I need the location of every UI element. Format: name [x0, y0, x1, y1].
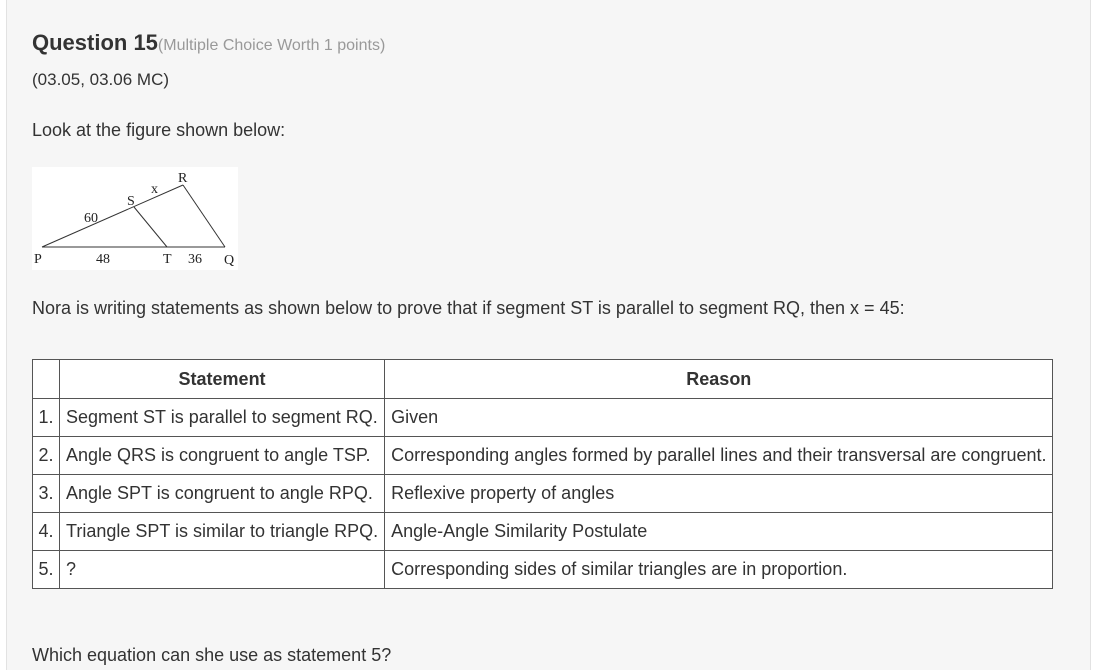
row-reason: Given: [385, 399, 1053, 437]
label-s: S: [127, 194, 135, 209]
row-statement: Angle QRS is congruent to angle TSP.: [60, 437, 385, 475]
row-number: 1.: [33, 399, 60, 437]
question-meta: (Multiple Choice Worth 1 points): [157, 37, 386, 54]
label-r: R: [178, 171, 188, 186]
triangle-figure: [32, 167, 238, 270]
label-q: Q: [224, 253, 235, 268]
row-number: 3.: [33, 475, 60, 513]
segment-pr: [42, 185, 183, 247]
table-row: [33, 513, 1053, 551]
header-statement: Statement: [60, 360, 385, 399]
table-row: [33, 437, 1053, 475]
row-reason: Corresponding angles formed by parallel lines and their transversal are congruent.: [385, 437, 1053, 475]
prompt-text: Look at the figure shown below:: [32, 120, 286, 140]
question-title: Question 15: [32, 30, 158, 55]
row-reason: Corresponding sides of similar triangles are in proportion.: [385, 551, 1053, 589]
row-reason: Reflexive property of angles: [385, 475, 1053, 513]
label-p: P: [34, 252, 42, 267]
description-text: Nora is writing statements as shown below to prove that if segment ST is parallel to segment RQ, then x = 45:: [32, 298, 905, 318]
header-number-cell: [33, 360, 60, 399]
question-header: [32, 30, 385, 56]
triangle-diagram: [32, 167, 238, 270]
table-row: [33, 399, 1053, 437]
label-pt-length: 48: [96, 252, 110, 267]
header-reason: Reason: [385, 360, 1053, 399]
row-statement: Angle SPT is congruent to angle RPQ.: [60, 475, 385, 513]
row-number: 2.: [33, 437, 60, 475]
row-reason: Angle-Angle Similarity Postulate: [385, 513, 1053, 551]
label-tq-length: 36: [188, 252, 202, 267]
label-ps-length: 60: [84, 211, 98, 226]
table-row: [33, 551, 1053, 589]
label-t: T: [163, 252, 172, 267]
segment-rq: [183, 185, 225, 247]
segment-st: [134, 207, 167, 247]
row-statement: Segment ST is parallel to segment RQ.: [60, 399, 385, 437]
standard-codes: (03.05, 03.06 MC): [32, 70, 170, 89]
proof-header-row: [33, 360, 1053, 399]
table-row: [33, 475, 1053, 513]
final-question-text: Which equation can she use as statement 5?: [32, 645, 392, 665]
row-number: 4.: [33, 513, 60, 551]
row-statement: Triangle SPT is similar to triangle RPQ.: [60, 513, 385, 551]
row-statement: ?: [60, 551, 385, 589]
question-panel: [6, 0, 1091, 670]
label-x: x: [151, 182, 158, 197]
row-number: 5.: [33, 551, 60, 589]
proof-table: [32, 359, 1053, 589]
